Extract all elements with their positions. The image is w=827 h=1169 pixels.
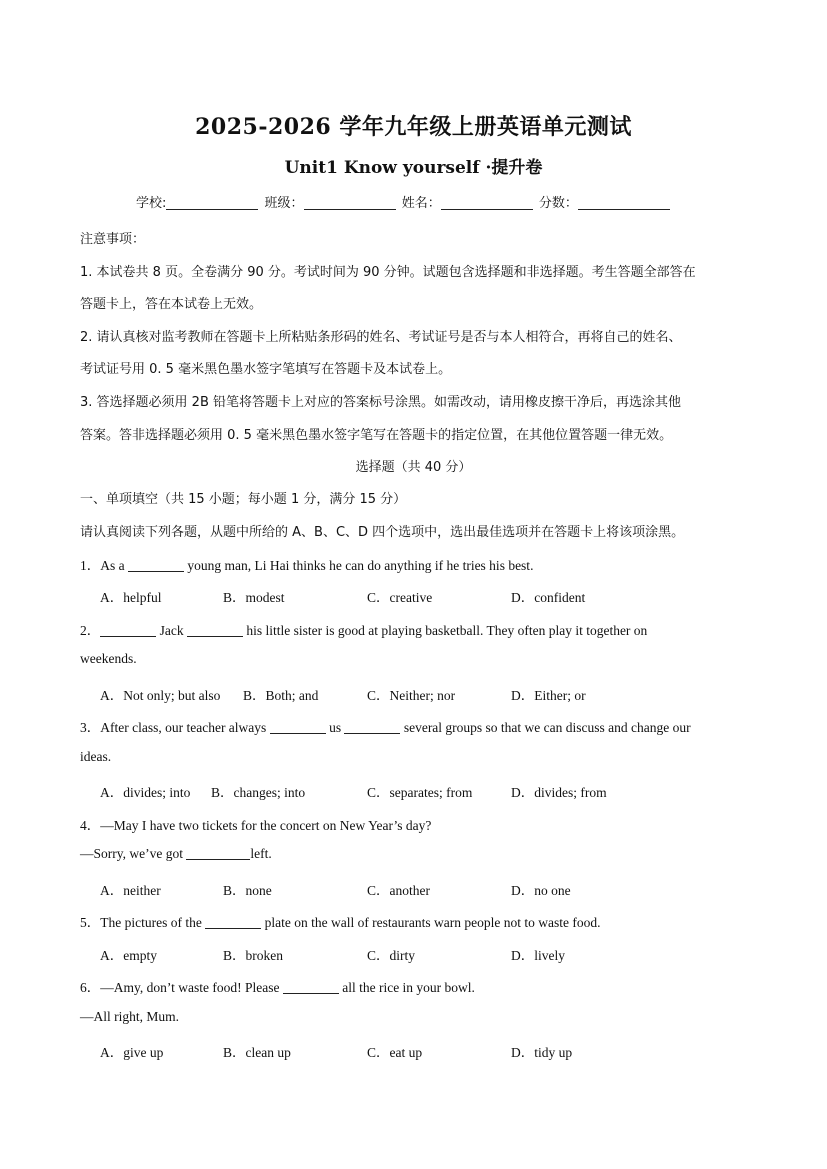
score-field[interactable] <box>578 195 670 210</box>
q3-option-c[interactable]: C．separates; from <box>367 785 473 800</box>
q3-stem-mid: us <box>329 720 342 735</box>
q2-stem-end: his little sister is good at playing basketball. They often play it together on <box>246 623 648 638</box>
q2-stem-mid: Jack <box>159 623 184 638</box>
question-5 <box>80 911 601 931</box>
q5-option-b[interactable]: B．broken <box>223 948 283 963</box>
q1-option-d[interactable]: D．confident <box>511 590 586 605</box>
q2-number: 2． <box>80 623 101 638</box>
page-subtitle: Unit1 Know yourself ·提升卷 <box>284 158 543 178</box>
q5-stem-end: plate on the wall of restaurants warn people not to waste food. <box>264 915 601 930</box>
q1-option-b[interactable]: B．modest <box>223 590 285 605</box>
q4-line-2 <box>80 846 272 862</box>
q2-option-c[interactable]: C．Neither; nor <box>367 688 456 703</box>
name-label: 姓名： <box>401 196 441 211</box>
q6-option-c[interactable]: C．eat up <box>367 1045 423 1060</box>
q6-stem-end: all the rice in your bowl. <box>342 980 475 995</box>
school-label: 学校: <box>136 196 167 211</box>
student-info-row <box>136 192 672 211</box>
q5-stem-start: 5．The pictures of the <box>80 915 202 930</box>
q2-option-b[interactable]: B．Both; and <box>243 688 319 703</box>
q1-option-c[interactable]: C．creative <box>367 590 433 605</box>
question-1 <box>80 554 533 574</box>
class-field[interactable] <box>304 195 396 210</box>
q1-stem-start: 1．As a <box>80 558 125 573</box>
q6-line-2: —All right, Mum. <box>80 1009 180 1024</box>
school-field[interactable] <box>166 195 258 210</box>
question-2 <box>80 619 647 639</box>
q3-option-b[interactable]: B．changes; into <box>211 785 306 800</box>
name-field[interactable] <box>441 195 533 210</box>
note-2-line-2: 考试证号用 0. 5 毫米黑色墨水签字笔填写在答题卡及本试卷上。 <box>80 362 452 377</box>
q4-line-1: 4．—May I have two tickets for the concert on New Year’s day? <box>80 818 432 833</box>
q6-stem-start: 6．—Amy, don’t waste food! Please <box>80 980 280 995</box>
q6-option-a[interactable]: A．give up <box>100 1045 164 1060</box>
q2-option-a[interactable]: A．Not only; but also <box>100 688 221 703</box>
q4-option-a[interactable]: A．neither <box>100 883 161 898</box>
q5-option-d[interactable]: D．lively <box>511 948 565 963</box>
q2-blank-1[interactable] <box>100 624 156 637</box>
q3-stem-end: several groups so that we can discuss and change our <box>403 720 691 735</box>
q1-blank[interactable] <box>128 559 184 572</box>
q4-option-d[interactable]: D．no one <box>511 883 571 898</box>
q6-blank[interactable] <box>283 981 339 994</box>
q2-option-d[interactable]: D．Either; or <box>511 688 586 703</box>
q4-stem-start: —Sorry, we’ve got <box>80 846 183 861</box>
question-6 <box>80 976 475 996</box>
q4-blank[interactable] <box>186 847 250 860</box>
q3-option-a[interactable]: A．divides; into <box>100 785 191 800</box>
note-3-line-2: 答案。答非选择题必须用 0. 5 毫米黑色墨水签字笔写在答题卡的指定位置，在其他位置答题一律无效。 <box>80 428 673 443</box>
q6-option-b[interactable]: B．clean up <box>223 1045 291 1060</box>
q4-option-c[interactable]: C．another <box>367 883 430 898</box>
part-1-heading: 一、单项填空（共 15 小题；每小题 1 分，满分 15 分） <box>80 492 407 507</box>
q3-blank-1[interactable] <box>270 721 326 734</box>
q5-option-a[interactable]: A．empty <box>100 948 157 963</box>
q3-stem-start: 3．After class, our teacher always <box>80 720 267 735</box>
note-1-line-2: 答题卡上，答在本试卷上无效。 <box>80 297 263 312</box>
q3-option-d[interactable]: D．divides; from <box>511 785 607 800</box>
q1-stem-end: young man, Li Hai thinks he can do anything if he tries his best. <box>187 558 534 573</box>
note-3-line-1: 3. 答选择题必须用 2B 铅笔将答题卡上对应的答案标号涂黑。如需改动，请用橡皮擦干净后，再选涂其他 <box>80 395 681 410</box>
notes-heading: 注意事项： <box>80 232 146 247</box>
class-label: 班级： <box>264 196 304 211</box>
q3-continuation: ideas. <box>80 749 112 764</box>
q2-blank-2[interactable] <box>187 624 243 637</box>
q3-blank-2[interactable] <box>344 721 400 734</box>
q1-option-a[interactable]: A．helpful <box>100 590 162 605</box>
page-title: 2025-2026 学年九年级上册英语单元测试 <box>195 114 632 140</box>
note-1-line-1: 1. 本试卷共 8 页。全卷满分 90 分。考试时间为 90 分钟。试题包含选择题和非选择题。考生答题全部答在 <box>80 265 696 280</box>
note-2-line-1: 2. 请认真核对监考教师在答题卡上所粘贴条形码的姓名、考试证号是否与本人相符合，再将自己的姓名、 <box>80 330 682 345</box>
section-title: 选择题（共 40 分） <box>355 460 472 475</box>
q4-option-b[interactable]: B．none <box>223 883 272 898</box>
score-label: 分数： <box>538 196 578 211</box>
q5-blank[interactable] <box>205 916 261 929</box>
q2-continuation: weekends. <box>80 651 137 666</box>
part-1-instruction: 请认真阅读下列各题，从题中所给的 A、B、C、D 四个选项中，选出最佳选项并在答题卡上将该项涂黑。 <box>80 525 685 540</box>
question-3 <box>80 716 691 736</box>
q4-stem-end: left. <box>250 846 272 861</box>
q6-option-d[interactable]: D．tidy up <box>511 1045 573 1060</box>
q5-option-c[interactable]: C．dirty <box>367 948 416 963</box>
